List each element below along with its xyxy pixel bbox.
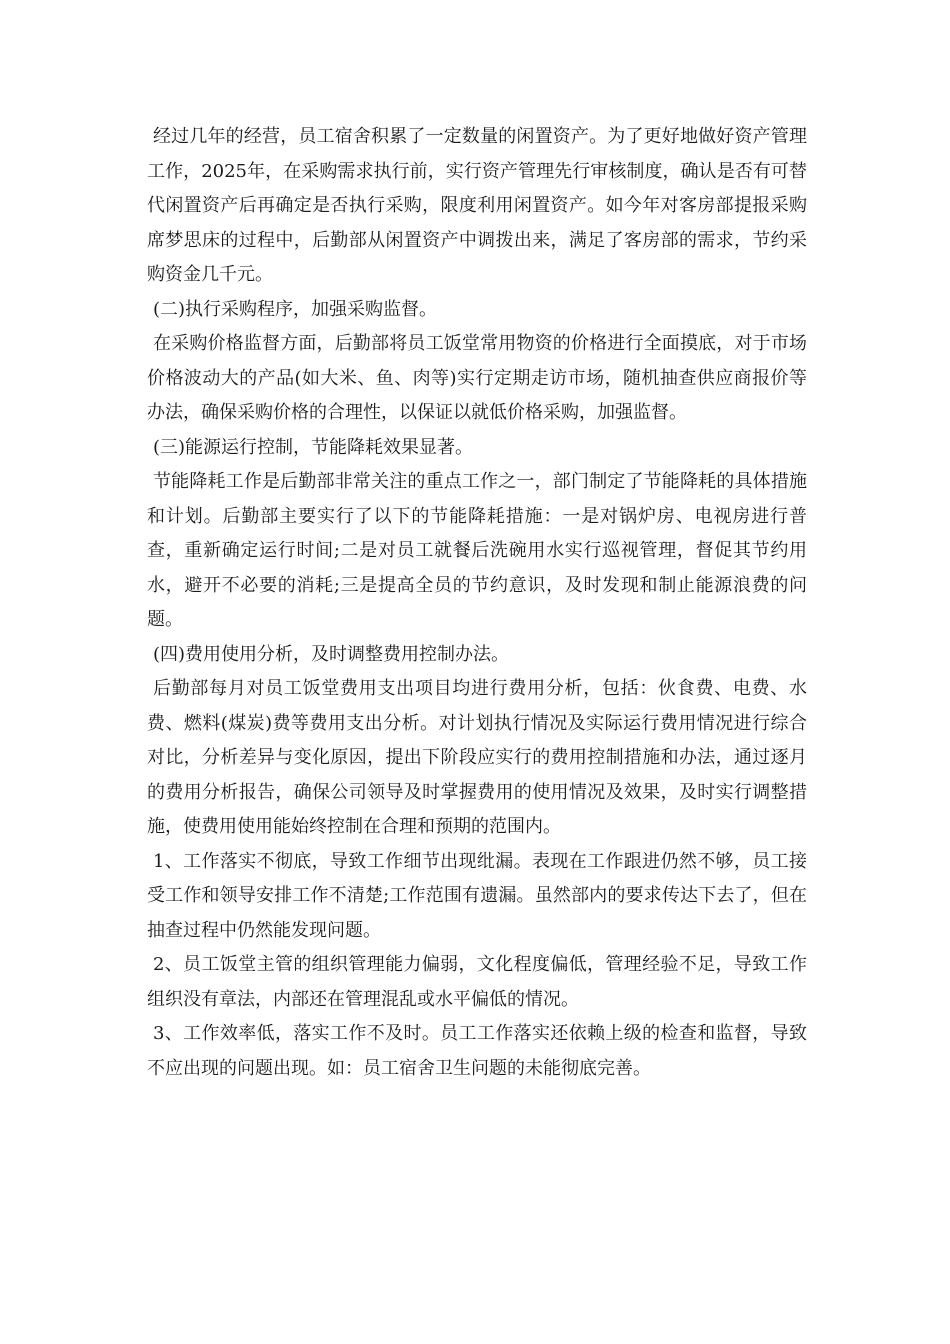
paragraph-energy-saving: 节能降耗工作是后勤部非常关注的重点工作之一，部门制定了节能降耗的具体措施和计划。后勤部主要实行了以下的节能降耗措施：一是对锅炉房、电视房进行普查，重新确定运行时间;二是对员工就餐后洗碗用水实行巡视管理，督促其节约用水，避开不必要的消耗;三是提高全员的节约意识，及时发现和制止能源浪费的问题。 — [147, 471, 807, 630]
paragraph-price-supervision: 在采购价格监督方面，后勤部将员工饭堂常用物资的价格进行全面摸底，对于市场价格波动大的产品(如大米、鱼、肉等)实行定期走访市场，随机抽查供应商报价等办法，确保采购价格的合理性，以保证以就低价格采购，加强监督。 — [147, 333, 807, 423]
section-heading-cost-analysis: (四)费用使用分析，及时调整费用控制办法。 — [153, 643, 510, 665]
paragraph-asset-management: 经过几年的经营，员工宿舍积累了一定数量的闲置资产。为了更好地做好资产管理工作，2025年，在采购需求执行前，实行资产管理先行审核制度，确认是否有可替代闲置资产后再确定是否执行采购，限度利用闲置资产。如今年对客房部提报采购席梦思床的过程中，后勤部从闲置资产中调拨出来，满足了客房部的需求，节约采购资金几千元。 — [147, 126, 807, 285]
list-item-issue-3: 3、工作效率低，落实工作不及时。员工工作落实还依赖上级的检查和监督，导致不应出现的问题出现。如：员工宿舍卫生问题的未能彻底完善。 — [147, 1023, 807, 1079]
paragraph-cost-analysis: 后勤部每月对员工饭堂费用支出项目均进行费用分析，包括：伙食费、电费、水费、燃料(煤炭)费等费用支出分析。对计划执行情况及实际运行费用情况进行综合对比，分析差异与变化原因，提出下阶段应实行的费用控制措施和办法，通过逐月的费用分析报告，确保公司领导及时掌握费用的使用情况及效果，及时实行调整措施，使费用使用能始终控制在合理和预期的范围内。 — [147, 678, 807, 837]
document-body — [147, 120, 807, 1086]
list-item-issue-2: 2、员工饭堂主管的组织管理能力偏弱，文化程度偏低，管理经验不足，导致工作组织没有章法，内部还在管理混乱或水平偏低的情况。 — [147, 954, 807, 1010]
section-heading-energy: (三)能源运行控制，节能降耗效果显著。 — [153, 436, 474, 458]
list-item-issue-1: 1、工作落实不彻底，导致工作细节出现纰漏。表现在工作跟进仍然不够，员工接受工作和领导安排工作不清楚;工作范围有遗漏。虽然部内的要求传达下去了，但在抽查过程中仍然能发现问题。 — [147, 850, 807, 941]
section-heading-procurement: (二)执行采购程序，加强采购监督。 — [153, 298, 438, 320]
